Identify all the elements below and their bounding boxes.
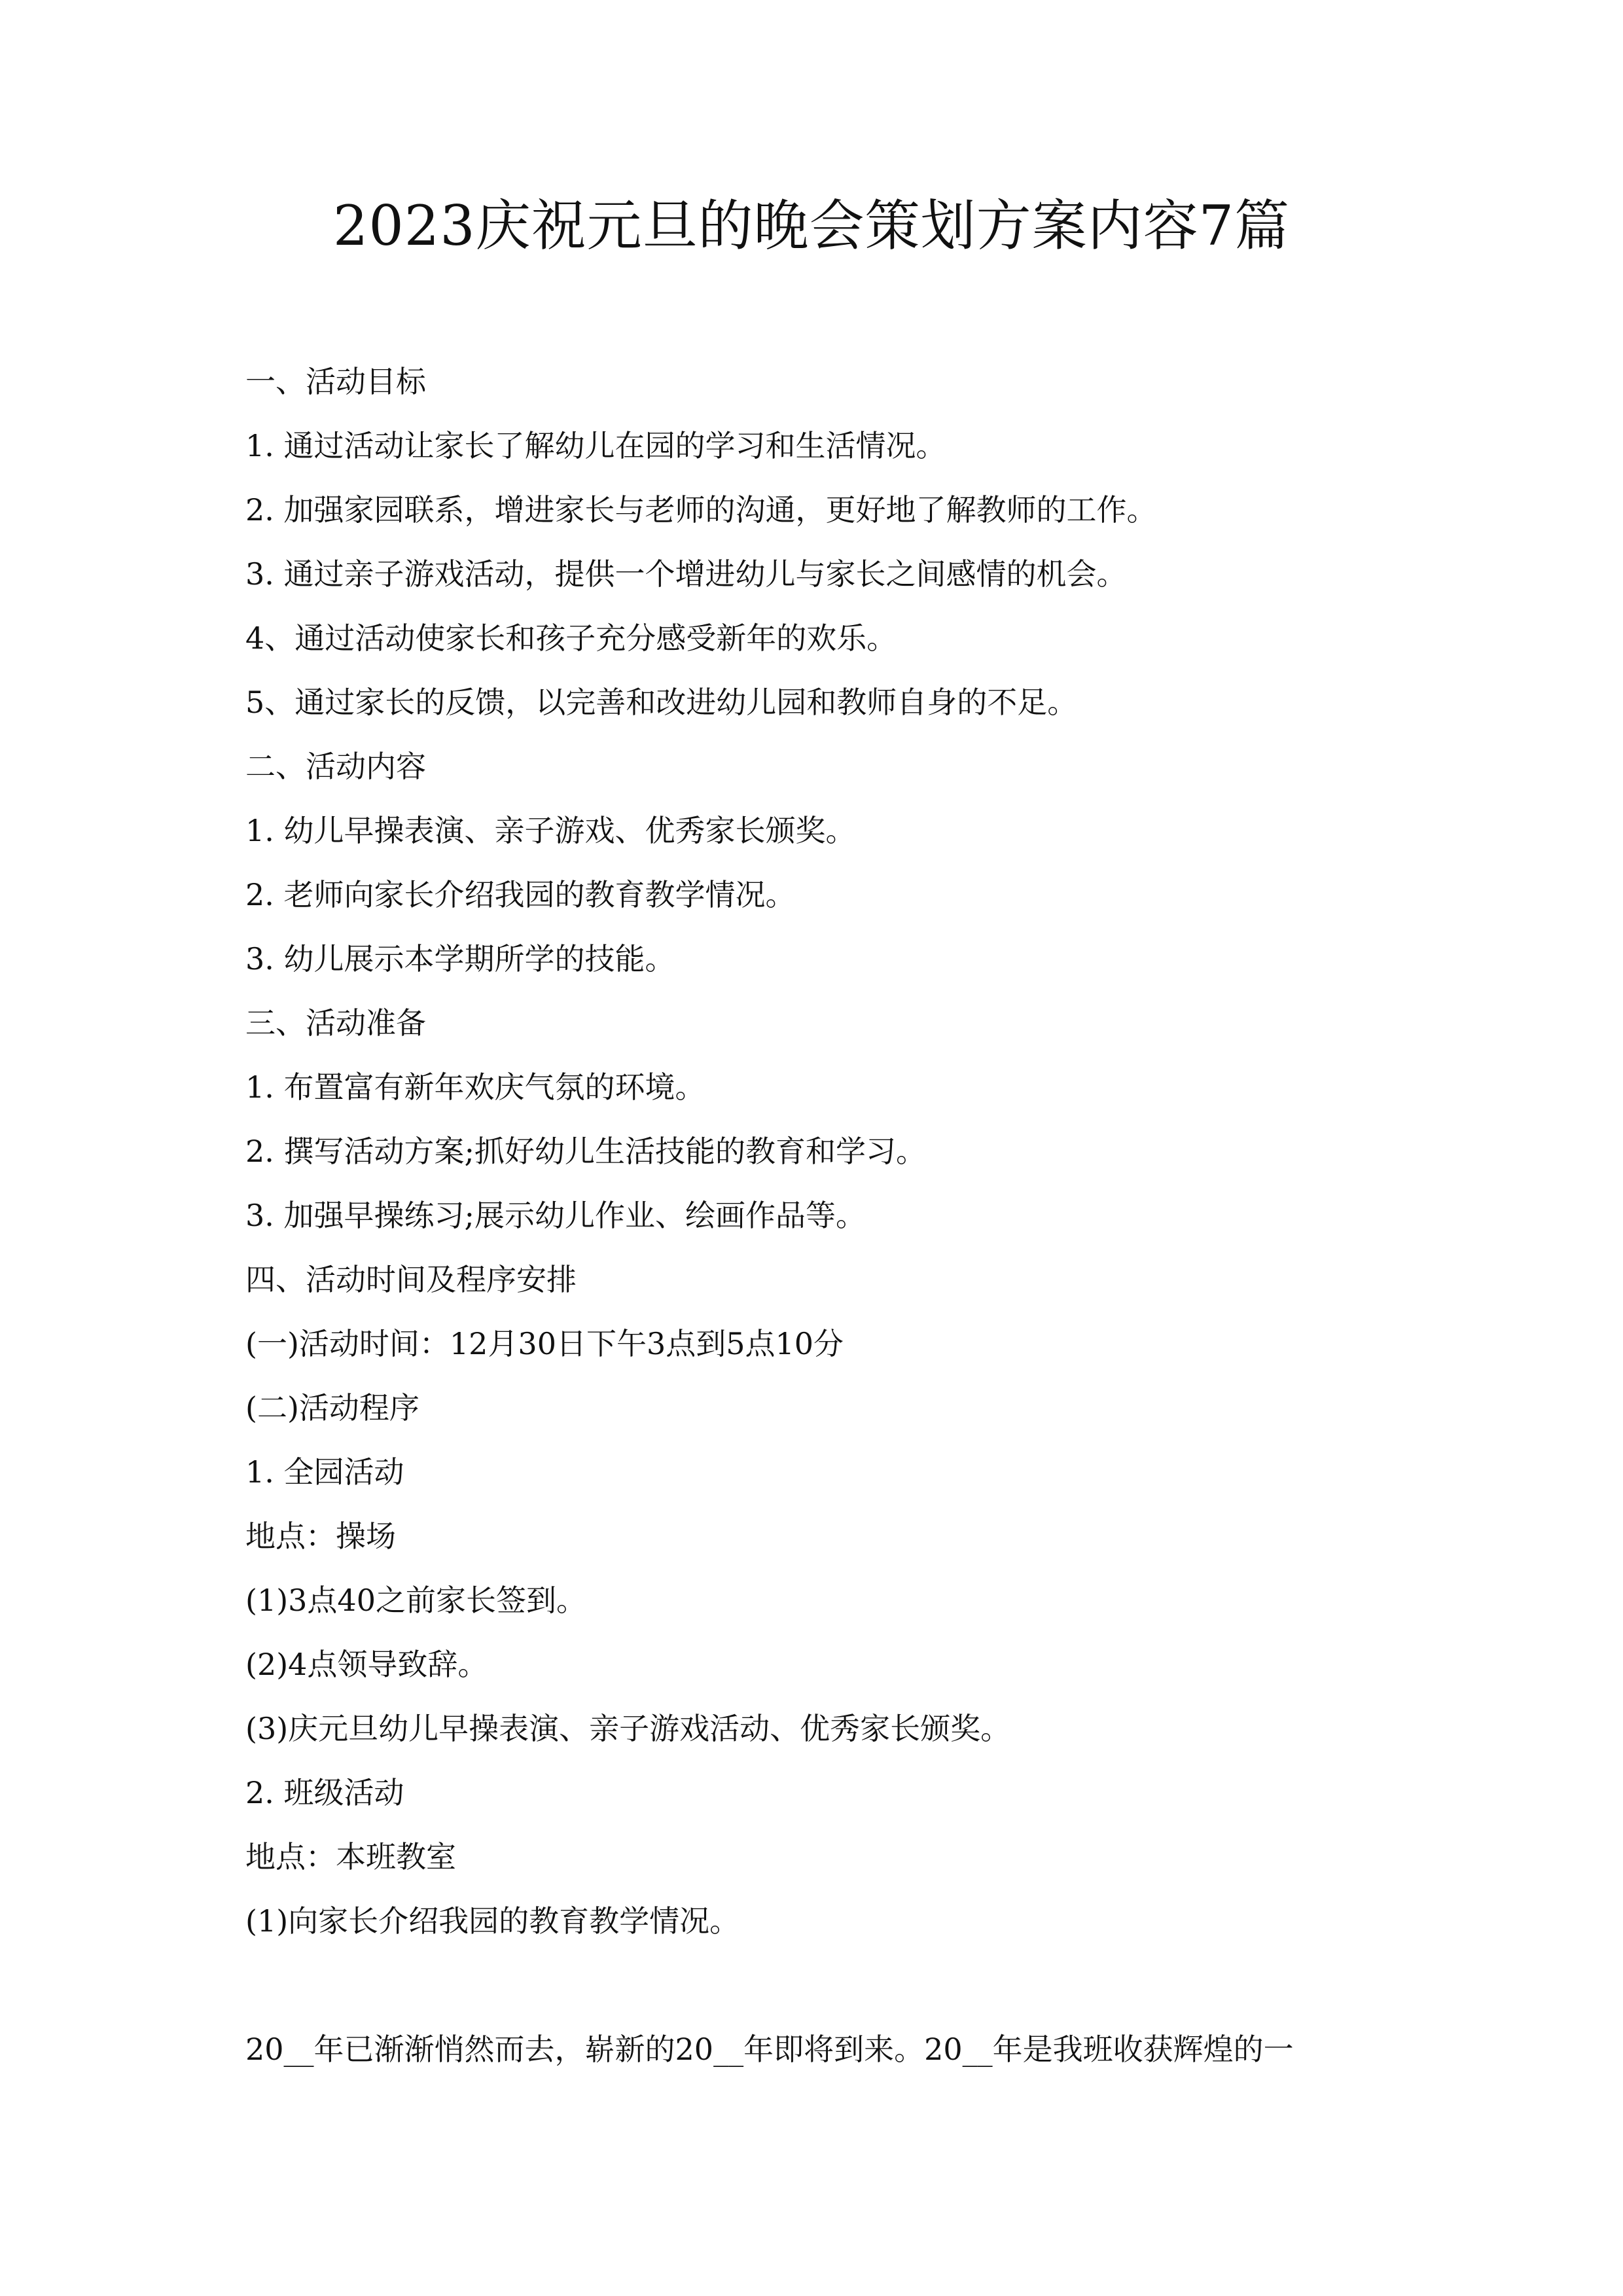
list-item: 5、通过家长的反馈，以完善和改进幼儿园和教师自身的不足。 bbox=[245, 685, 1078, 720]
paragraph-gap bbox=[245, 1953, 1423, 2017]
list-item: 3. 幼儿展示本学期所学的技能。 bbox=[245, 941, 675, 977]
section-heading-preparation: 三、活动准备 bbox=[245, 1005, 426, 1041]
program-heading: (二)活动程序 bbox=[245, 1390, 419, 1426]
list-item: 2. 撰写活动方案;抓好幼儿生活技能的教育和学习。 bbox=[245, 1134, 927, 1169]
list-item: 1. 布置富有新年欢庆气氛的环境。 bbox=[245, 1069, 705, 1105]
activity-time: (一)活动时间：12月30日下午3点到5点10分 bbox=[245, 1326, 844, 1361]
location-classroom: 地点：本班教室 bbox=[245, 1839, 456, 1874]
document-body bbox=[245, 350, 1423, 2081]
list-item: 2. 加强家园联系，增进家长与老师的沟通，更好地了解教师的工作。 bbox=[245, 492, 1157, 528]
closing-paragraph: 20__年已渐渐悄然而去，崭新的20__年即将到来。20__年是我班收获辉煌的一 bbox=[245, 2032, 1294, 2067]
page-title: 2023庆祝元旦的晚会策划方案内容7篇 bbox=[332, 194, 1291, 258]
list-item: (2)4点领导致辞。 bbox=[245, 1647, 488, 1682]
section-heading-content: 二、活动内容 bbox=[245, 749, 426, 784]
list-item: 3. 通过亲子游戏活动，提供一个增进幼儿与家长之间感情的机会。 bbox=[245, 556, 1127, 592]
list-item: (1)3点40之前家长签到。 bbox=[245, 1583, 586, 1618]
list-item: 1. 幼儿早操表演、亲子游戏、优秀家长颁奖。 bbox=[245, 813, 856, 848]
section-heading-goals: 一、活动目标 bbox=[245, 364, 426, 399]
list-item: 2. 老师向家长介绍我园的教育教学情况。 bbox=[245, 877, 796, 912]
list-item: (1)向家长介绍我园的教育教学情况。 bbox=[245, 1903, 740, 1939]
list-item: 4、通过活动使家长和孩子充分感受新年的欢乐。 bbox=[245, 620, 897, 656]
subsection-heading-whole-school: 1. 全园活动 bbox=[245, 1454, 404, 1490]
section-heading-schedule: 四、活动时间及程序安排 bbox=[245, 1262, 577, 1297]
list-item: 1. 通过活动让家长了解幼儿在园的学习和生活情况。 bbox=[245, 428, 946, 463]
list-item: (3)庆元旦幼儿早操表演、亲子游戏活动、优秀家长颁奖。 bbox=[245, 1711, 1011, 1746]
list-item: 3. 加强早操练习;展示幼儿作业、绘画作品等。 bbox=[245, 1198, 866, 1233]
location-playground: 地点：操场 bbox=[245, 1518, 396, 1554]
subsection-heading-class: 2. 班级活动 bbox=[245, 1775, 404, 1810]
